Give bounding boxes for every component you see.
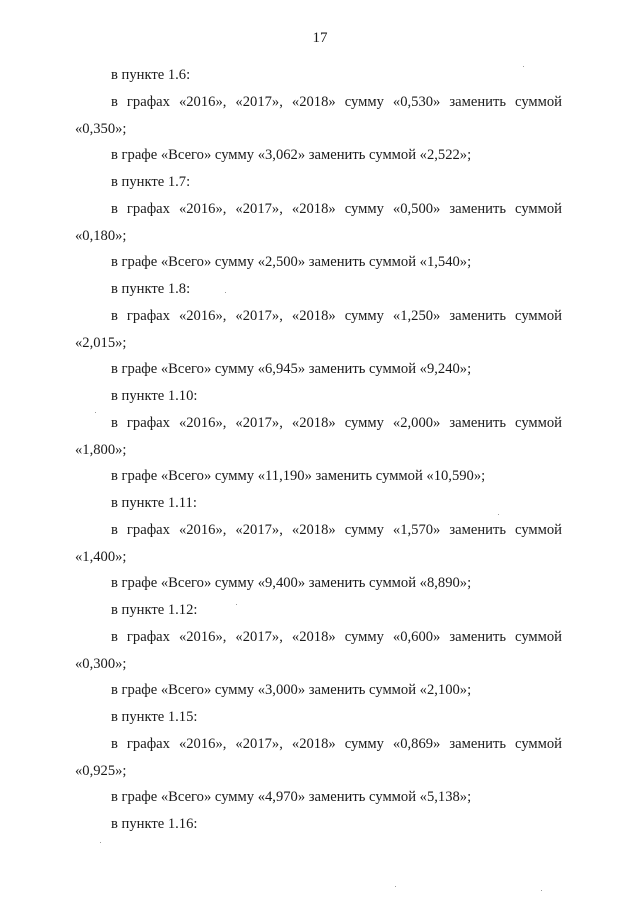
amendment-line: в графах «2016», «2017», «2018» сумму «1,250» заменить суммой bbox=[111, 307, 562, 324]
total-amendment-line: в графе «Всего» сумму «4,970» заменить суммой «5,138»; bbox=[111, 789, 472, 806]
scan-speck bbox=[236, 604, 237, 605]
total-amendment-line: в графе «Всего» сумму «9,400» заменить суммой «8,890»; bbox=[111, 575, 472, 592]
clause-heading-1-11: в пункте 1.11: bbox=[111, 495, 197, 511]
clause-heading-1-16: в пункте 1.16: bbox=[111, 816, 198, 832]
amendment-line-continuation: «0,180»; bbox=[75, 227, 127, 244]
scan-speck bbox=[225, 292, 226, 293]
amendment-line: в графах «2016», «2017», «2018» сумму «0,500» заменить суммой bbox=[111, 200, 562, 217]
total-amendment-line: в графе «Всего» сумму «6,945» заменить суммой «9,240»; bbox=[111, 361, 472, 378]
total-amendment-line: в графе «Всего» сумму «11,190» заменить суммой «10,590»; bbox=[111, 468, 486, 485]
clause-heading-1-10: в пункте 1.10: bbox=[111, 388, 198, 404]
scan-speck bbox=[523, 66, 524, 67]
clause-heading-1-8: в пункте 1.8: bbox=[111, 281, 191, 297]
scan-speck bbox=[395, 886, 396, 887]
amendment-line-continuation: «1,400»; bbox=[75, 548, 127, 565]
amendment-line-continuation: «0,925»; bbox=[75, 762, 127, 779]
total-amendment-line: в графе «Всего» сумму «3,062» заменить суммой «2,522»; bbox=[111, 147, 472, 164]
clause-heading-1-6: в пункте 1.6: bbox=[111, 67, 191, 83]
amendment-line: в графах «2016», «2017», «2018» сумму «1,570» заменить суммой bbox=[111, 521, 562, 538]
total-amendment-line: в графе «Всего» сумму «3,000» заменить суммой «2,100»; bbox=[111, 682, 472, 699]
page-number: 17 bbox=[312, 30, 328, 46]
amendment-line: в графах «2016», «2017», «2018» сумму «0,530» заменить суммой bbox=[111, 93, 562, 110]
scan-speck bbox=[100, 842, 101, 843]
amendment-line-continuation: «2,015»; bbox=[75, 334, 127, 351]
clause-heading-1-15: в пункте 1.15: bbox=[111, 709, 198, 725]
amendment-line: в графах «2016», «2017», «2018» сумму «0,600» заменить суммой bbox=[111, 628, 562, 645]
amendment-line: в графах «2016», «2017», «2018» сумму «0,869» заменить суммой bbox=[111, 735, 562, 752]
clause-heading-1-12: в пункте 1.12: bbox=[111, 602, 198, 618]
document-body bbox=[75, 62, 562, 838]
amendment-line: в графах «2016», «2017», «2018» сумму «2,000» заменить суммой bbox=[111, 414, 562, 431]
total-amendment-line: в графе «Всего» сумму «2,500» заменить суммой «1,540»; bbox=[111, 254, 472, 271]
scan-speck bbox=[498, 514, 499, 515]
clause-heading-1-7: в пункте 1.7: bbox=[111, 174, 191, 190]
scan-speck bbox=[95, 412, 96, 413]
amendment-line-continuation: «1,800»; bbox=[75, 441, 127, 458]
scan-speck bbox=[541, 890, 542, 891]
amendment-line-continuation: «0,300»; bbox=[75, 655, 127, 672]
amendment-line-continuation: «0,350»; bbox=[75, 120, 127, 137]
